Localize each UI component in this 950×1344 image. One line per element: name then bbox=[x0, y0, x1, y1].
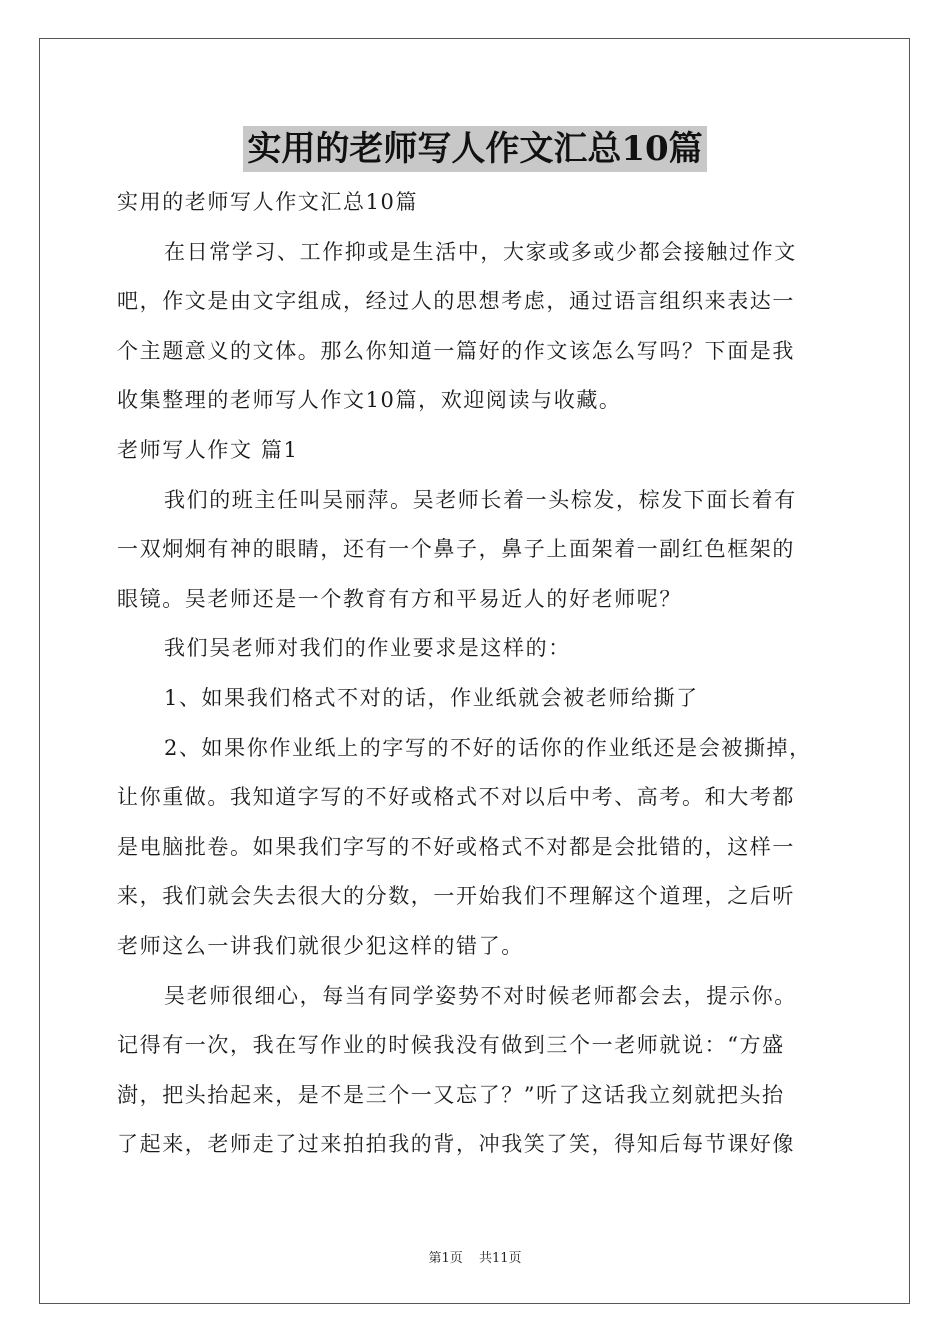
text-line: 一双炯炯有神的眼睛，还有一个鼻子，鼻子上面架着一副红色框架的 bbox=[117, 537, 795, 562]
text-line: 个主题意义的文体。那么你知道一篇好的作文该怎么写吗？下面是我 bbox=[117, 338, 795, 363]
page-total: 共11页 bbox=[478, 1251, 522, 1266]
text-line: 来，我们就会失去很大的分数，一开始我们不理解这个道理，之后听 bbox=[117, 884, 795, 909]
text-line: 眼镜。吴老师还是一个教育有方和平易近人的好老师呢？ bbox=[117, 586, 682, 611]
text-line: 了起来，老师走了过来拍拍我的背，冲我笑了笑，得知后每节课好像 bbox=[117, 1132, 795, 1157]
text-line: 老师写人作文 篇1 bbox=[117, 437, 299, 462]
title-area bbox=[0, 126, 950, 172]
text-line: 收集整理的老师写人作文10篇，欢迎阅读与收藏。 bbox=[117, 388, 622, 413]
text-line: 记得有一次，我在写作业的时候我没有做到三个一老师就说：“方盛 bbox=[117, 1033, 785, 1058]
text-line: 老师这么一讲我们就很少犯这样的错了。 bbox=[117, 933, 524, 958]
text-line: 澍，把头抬起来，是不是三个一又忘了？”听了这话我立刻就把头抬 bbox=[117, 1082, 785, 1107]
text-line: 2、如果你作业纸上的字写的不好的话你的作业纸还是会被撕掉， bbox=[164, 735, 812, 760]
text-line: 让你重做。我知道字写的不好或格式不对以后中考、高考。和大考都 bbox=[117, 785, 795, 810]
page-footer bbox=[0, 1247, 950, 1266]
text-line: 实用的老师写人作文汇总10篇 bbox=[117, 190, 419, 214]
text-line: 是电脑批卷。如果我们字写的不好或格式不对都是会批错的，这样一 bbox=[117, 834, 795, 859]
text-line: 我们吴老师对我们的作业要求是这样的： bbox=[164, 636, 571, 661]
document-body bbox=[117, 178, 833, 1170]
text-line: 我们的班主任叫吴丽萍。吴老师长着一头棕发，棕发下面长着有 bbox=[164, 487, 797, 512]
text-line: 在日常学习、工作抑或是生活中，大家或多或少都会接触过作文 bbox=[164, 239, 797, 264]
document-title: 实用的老师写人作文汇总10篇 bbox=[243, 126, 706, 172]
text-line: 1、如果我们格式不对的话，作业纸就会被老师给撕了 bbox=[164, 685, 699, 710]
text-line: 吴老师很细心，每当有同学姿势不对时候老师都会去，提示你。 bbox=[164, 983, 797, 1008]
text-line: 吧，作文是由文字组成，经过人的思想考虑，通过语言组织来表达一 bbox=[117, 289, 795, 314]
page-number: 第1页 bbox=[428, 1251, 463, 1266]
